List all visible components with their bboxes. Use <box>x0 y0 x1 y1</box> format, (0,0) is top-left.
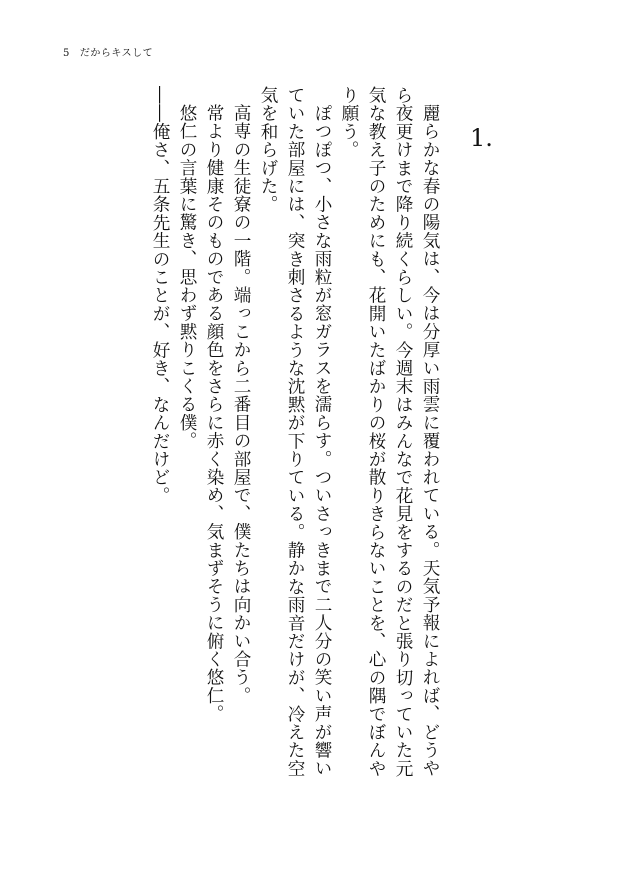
dialogue-line: ――俺さ、五条先生のことが、好き、なんだけど。 <box>150 86 170 505</box>
running-header <box>63 49 153 59</box>
paragraph-2: ぽつぽつ、小さな雨粒が窓ガラスを濡らす。ついさっきまで二人分の笑い声が響いていた部屋には、突き刺さるような沈黙が下りている。静かな雨音だけが、冷えた空気を和らげた。 <box>258 86 332 778</box>
chapter-number: 1. <box>470 124 493 152</box>
body-text <box>146 86 443 786</box>
paragraph-4: 常より健康そのものである顔色をさらに赤く染め、気まずそうに俯く悠仁。 <box>204 103 224 723</box>
paragraph-1: 麗らかな春の陽気は、今は分厚い雨雲に覆われている。天気予報によれば、どうやら夜更けまで降り続くらしい。今週末はみんなで花見をするのだと張り切っていた元気な教え子のためにも、花開いたばかりの桜が散りきらないことを、心の隅でぼんやり願う。 <box>339 86 440 778</box>
paragraph-3: 高専の生徒寮の一階。端っこから二番目の部屋で、僕たちは向かい合う。 <box>231 103 251 705</box>
paragraph-5: 悠仁の言葉に驚き、思わず黙りこくる僕。 <box>177 103 197 450</box>
book-title: だからキスして <box>79 48 154 59</box>
page-number: 5 <box>63 48 70 59</box>
